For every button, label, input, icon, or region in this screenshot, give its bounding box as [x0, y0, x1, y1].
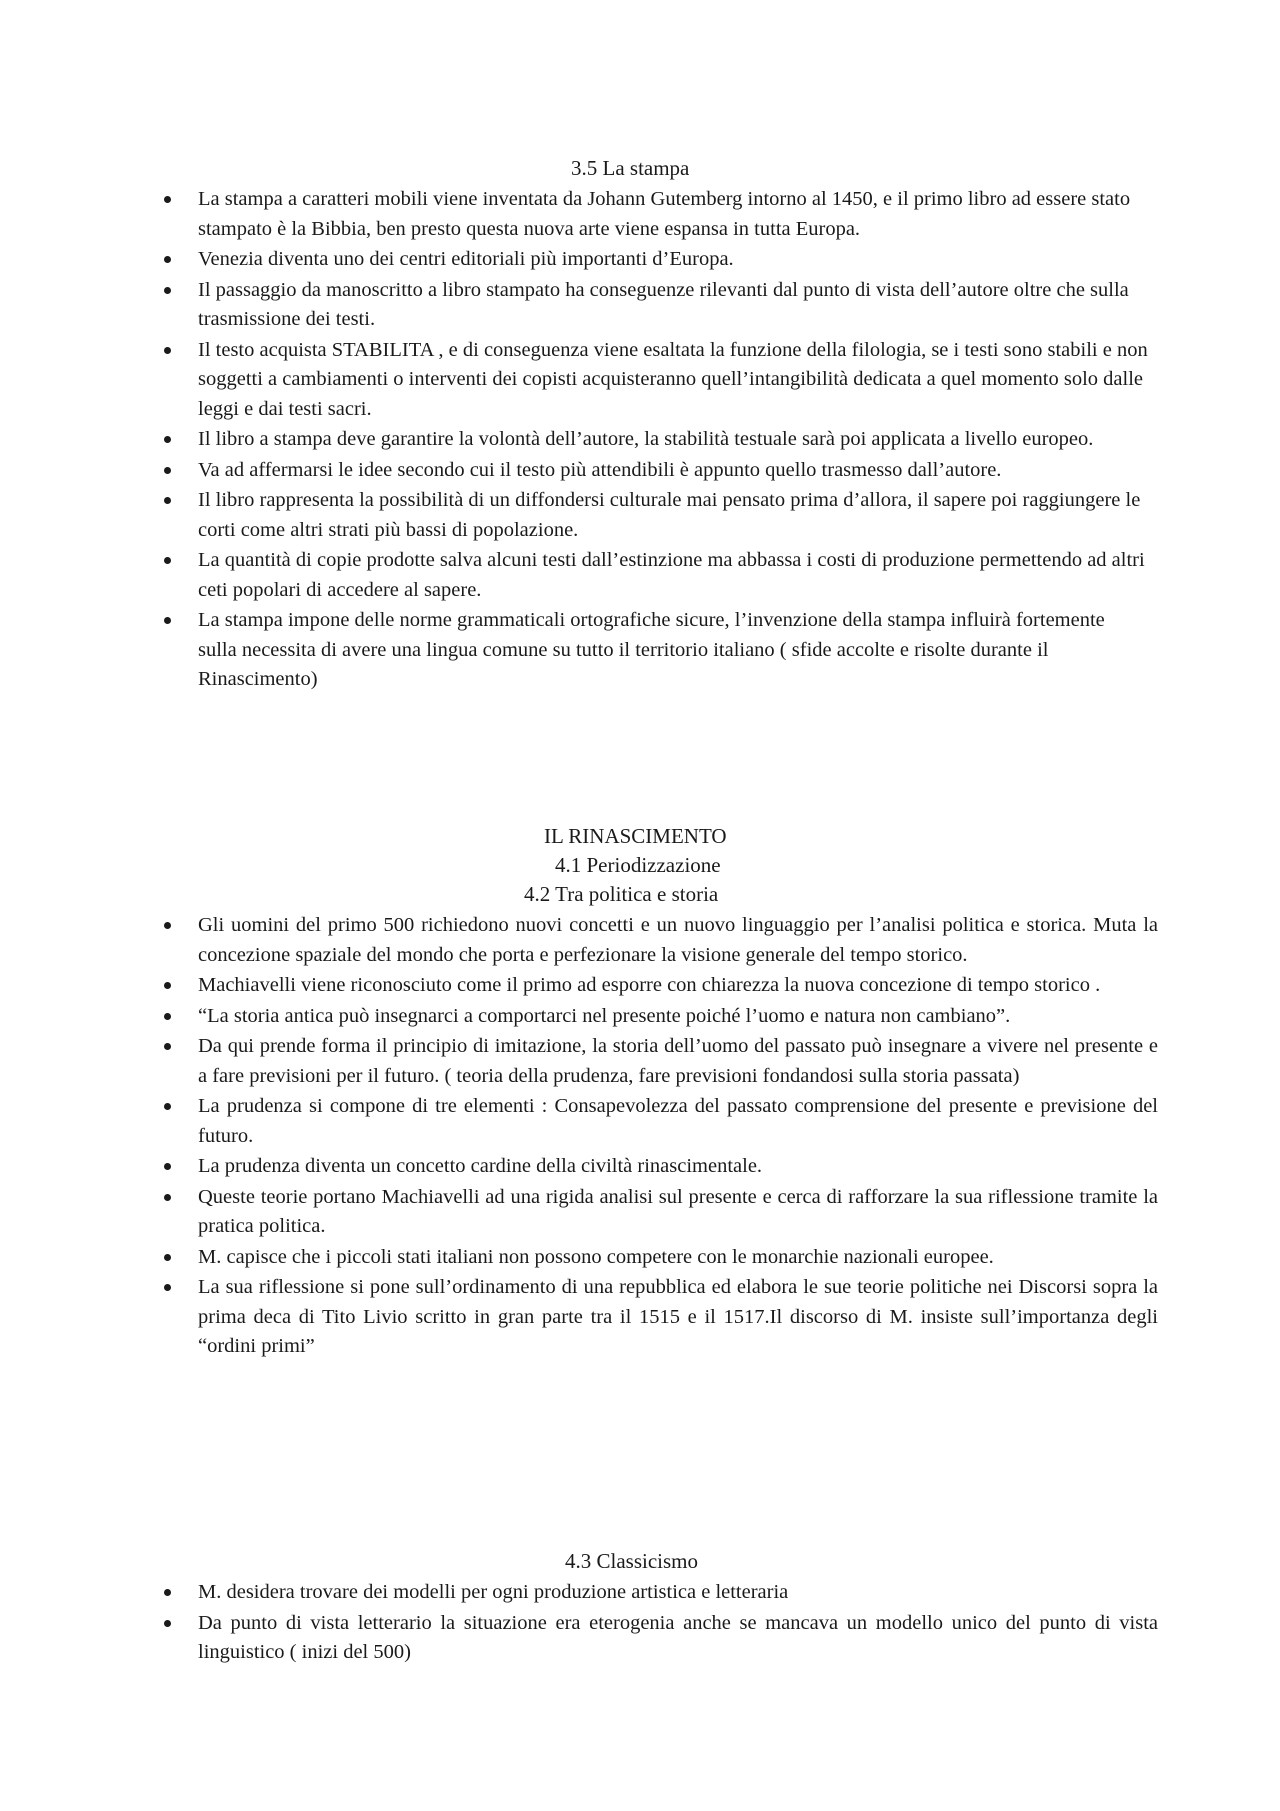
bullet-dot-icon: [164, 467, 171, 474]
list-item: Venezia diventa uno dei centri editoriali più importanti d’Europa.: [198, 245, 1148, 275]
bullet-dot-icon: [164, 617, 171, 624]
bullet-dot-icon: [164, 287, 171, 294]
subsection-title-politica-storia: 4.2 Tra politica e storia: [524, 882, 719, 906]
bullet-dot-icon: [164, 1103, 171, 1110]
list-item: Il testo acquista STABILITA , e di conseguenza viene esaltata la funzione della filologia, se i testi sono stabili e non soggetti a cambiamenti o interventi dei copisti acquisteranno quell’intangibilità dedicata a quel momento solo dalle leggi e dai testi sacri.: [198, 336, 1148, 425]
bullet-dot-icon: [164, 982, 171, 989]
section-title-classicismo: 4.3 Classicismo: [565, 1549, 699, 1573]
bullet-dot-icon: [164, 1254, 171, 1261]
bullet-dot-icon: [164, 1013, 171, 1020]
bullet-dot-icon: [164, 256, 171, 263]
list-item: Machiavelli viene riconosciuto come il primo ad esporre con chiarezza la nuova concezione di tempo storico .: [198, 971, 1158, 1001]
bullet-dot-icon: [164, 497, 171, 504]
bullet-dot-icon: [164, 1194, 171, 1201]
list-item: “La storia antica può insegnarci a comportarci nel presente poiché l’uomo e natura non cambiano”.: [198, 1002, 1158, 1032]
list-item: Il libro a stampa deve garantire la volontà dell’autore, la stabilità testuale sarà poi applicata a livello europeo.: [198, 425, 1148, 455]
list-item: Gli uomini del primo 500 richiedono nuovi concetti e un nuovo linguaggio per l’analisi politica e storica. Muta la concezione spaziale del mondo che porta e perfezionare la visione generale del tempo storico.: [198, 911, 1158, 970]
list-item: Queste teorie portano Machiavelli ad una rigida analisi sul presente e cerca di rafforzare la sua riflessione tramite la pratica politica.: [198, 1183, 1158, 1242]
bullet-list-politica: [198, 911, 1158, 1363]
bullet-dot-icon: [164, 1589, 171, 1596]
bullet-list-classicismo: [198, 1578, 1158, 1669]
section-title-rinascimento: IL RINASCIMENTO: [544, 824, 727, 848]
list-item: La stampa a caratteri mobili viene inventata da Johann Gutemberg intorno al 1450, e il primo libro ad essere stato stampato è la Bibbia, ben presto questa nuova arte viene espansa in tutta Europa.: [198, 185, 1148, 244]
bullet-list-stampa: [198, 185, 1148, 696]
section-title-stampa: 3.5 La stampa: [571, 156, 690, 180]
bullet-dot-icon: [164, 1163, 171, 1170]
list-item: M. capisce che i piccoli stati italiani non possono competere con le monarchie nazionali europee.: [198, 1243, 1158, 1273]
list-item: Il libro rappresenta la possibilità di un diffondersi culturale mai pensato prima d’allora, il sapere poi raggiungere le corti come altri strati più bassi di popolazione.: [198, 486, 1148, 545]
list-item: La prudenza si compone di tre elementi : Consapevolezza del passato comprensione del presente e previsione del futuro.: [198, 1092, 1158, 1151]
bullet-dot-icon: [164, 1284, 171, 1291]
bullet-dot-icon: [164, 1043, 171, 1050]
list-item: Va ad affermarsi le idee secondo cui il testo più attendibili è appunto quello trasmesso dall’autore.: [198, 456, 1148, 486]
list-item: Da qui prende forma il principio di imitazione, la storia dell’uomo del passato può insegnare a vivere nel presente e a fare previsioni per il futuro. ( teoria della prudenza, fare previsioni fondandosi sulla storia passata): [198, 1032, 1158, 1091]
list-item: La prudenza diventa un concetto cardine della civiltà rinascimentale.: [198, 1152, 1158, 1182]
bullet-dot-icon: [164, 196, 171, 203]
subsection-title-periodizzazione: 4.1 Periodizzazione: [555, 853, 721, 877]
bullet-dot-icon: [164, 436, 171, 443]
list-item: M. desidera trovare dei modelli per ogni produzione artistica e letteraria: [198, 1578, 1158, 1608]
bullet-dot-icon: [164, 922, 171, 929]
list-item: Il passaggio da manoscritto a libro stampato ha conseguenze rilevanti dal punto di vista dell’autore oltre che sulla trasmissione dei testi.: [198, 276, 1148, 335]
bullet-dot-icon: [164, 1620, 171, 1627]
list-item: La quantità di copie prodotte salva alcuni testi dall’estinzione ma abbassa i costi di produzione permettendo ad altri ceti popolari di accedere al sapere.: [198, 546, 1148, 605]
list-item: La stampa impone delle norme grammaticali ortografiche sicure, l’invenzione della stampa influirà fortemente sulla necessita di avere una lingua comune su tutto il territorio italiano ( sfide accolte e risolte durante il Rinascimento): [198, 606, 1148, 695]
bullet-dot-icon: [164, 347, 171, 354]
list-item: Da punto di vista letterario la situazione era eterogenia anche se mancava un modello unico del punto di vista linguistico ( inizi del 500): [198, 1609, 1158, 1668]
bullet-dot-icon: [164, 557, 171, 564]
list-item: La sua riflessione si pone sull’ordinamento di una repubblica ed elabora le sue teorie politiche nei Discorsi sopra la prima deca di Tito Livio scritto in gran parte tra il 1515 e il 1517.Il discorso di M. insiste sull’importanza degli “ordini primi”: [198, 1273, 1158, 1362]
